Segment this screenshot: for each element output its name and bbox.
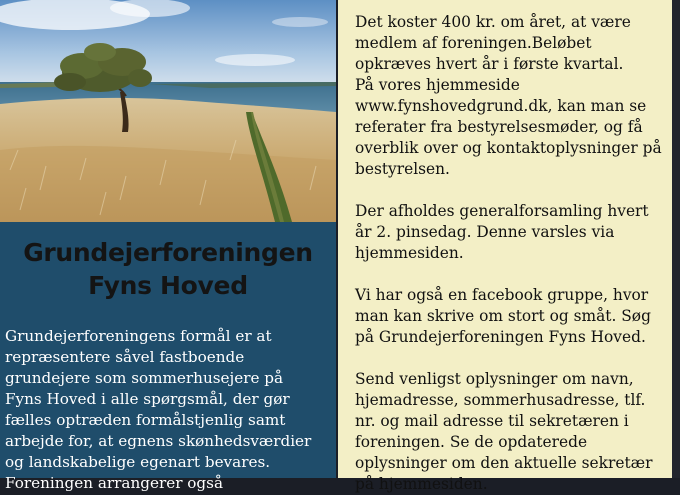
page-title [0, 236, 336, 302]
general-assembly-paragraph [355, 201, 667, 264]
facebook-paragraph [355, 285, 667, 348]
text-line: man kan skrive om stort og småt. Søg [355, 307, 651, 325]
text-line: Foreningen arrangerer også [5, 474, 224, 492]
text-line: Der afholdes generalforsamling hvert [355, 202, 649, 220]
title-line-1: Grundejerforeningen [23, 238, 313, 267]
text-line: oplysninger om den aktuelle sekretær [355, 454, 653, 472]
intro-panel [0, 222, 336, 492]
text-line: arbejde for, at egnens skønhedsværdier [5, 432, 312, 450]
membership-paragraph [355, 12, 667, 180]
text-line: på Grundejerforeningen Fyns Hoved. [355, 328, 646, 346]
text-line: medlem af foreningen.Beløbet [355, 34, 592, 52]
paragraph-gap [355, 348, 667, 369]
text-line: Fyns Hoved i alle spørgsmål, der gør [5, 390, 290, 408]
title-line-2: Fyns Hoved [88, 271, 248, 300]
text-line: opkræves hvert år i første kvartal. [355, 55, 624, 73]
text-line: overblik over og kontaktoplysninger på [355, 139, 662, 157]
text-line: Grundejerforeningens formål er at [5, 327, 272, 345]
text-line: år 2. pinsedag. Denne varsles via [355, 223, 615, 241]
text-line: og landskabelige egenart bevares. [5, 453, 271, 471]
info-panel [338, 0, 672, 493]
text-line: nr. og mail adresse til sekretæren i [355, 412, 629, 430]
text-line: www.fynshovedgrund.dk, kan man se [355, 97, 647, 115]
text-line: Det koster 400 kr. om året, at være [355, 13, 631, 31]
text-line: referater fra bestyrelsesmøder, og få [355, 118, 643, 136]
paragraph-gap [355, 264, 667, 285]
text-line: hjemadresse, sommerhusadresse, tlf. [355, 391, 646, 409]
coastal-landscape-photo [0, 0, 336, 222]
photo-illustration [0, 0, 336, 222]
text-line: repræsentere såvel fastboende [5, 348, 245, 366]
text-line: Send venligst oplysninger om navn, [355, 370, 634, 388]
text-line: hjemmesiden. [355, 244, 464, 262]
page-edge [672, 0, 680, 478]
text-line: På vores hjemmeside [355, 76, 520, 94]
text-line: bestyrelsen. [355, 160, 450, 178]
paragraph-gap [355, 180, 667, 201]
purpose-paragraph [5, 326, 331, 494]
contact-paragraph [355, 369, 667, 495]
text-line: grundejere som sommerhusejere på [5, 369, 284, 387]
text-line: foreningen. Se de opdaterede [355, 433, 588, 451]
info-text [355, 12, 667, 495]
text-line: fælles optræden formålstjenlig samt [5, 411, 286, 429]
text-line: Vi har også en facebook gruppe, hvor [355, 286, 649, 304]
text-line: på hjemmesiden. [355, 475, 488, 493]
